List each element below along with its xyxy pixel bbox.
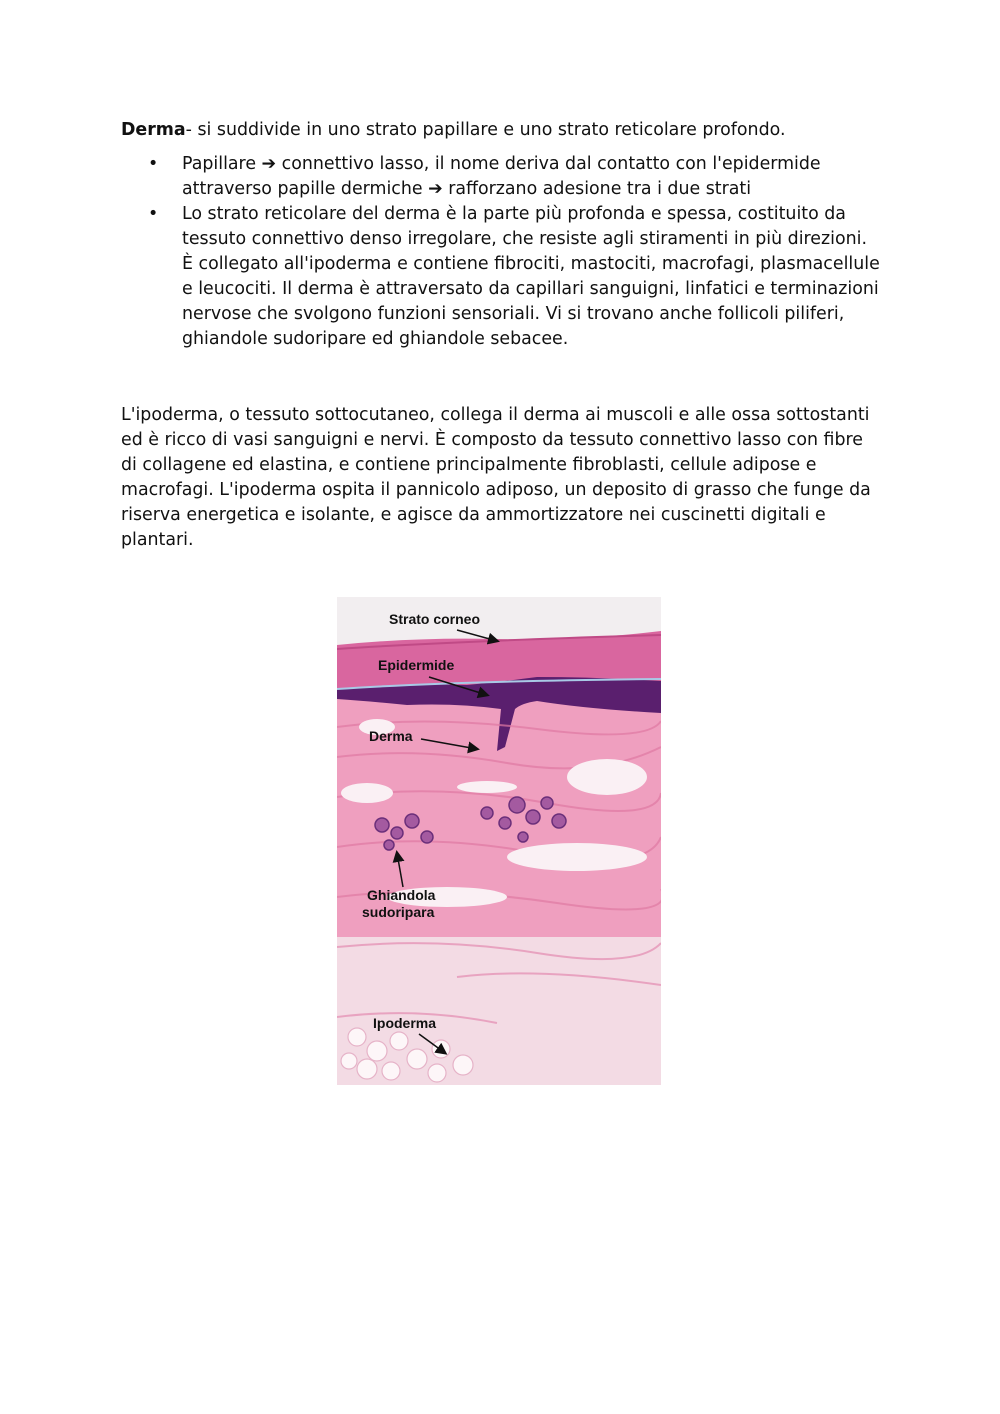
- label-strato-corneo: Strato corneo: [389, 611, 481, 627]
- bullet-list: [121, 152, 881, 352]
- intro-paragraph: [121, 118, 881, 143]
- label-ipoderma: Ipoderma: [373, 1015, 437, 1031]
- label-epidermide: Epidermide: [378, 657, 455, 673]
- label-ghiandola-2: sudoripara: [362, 904, 435, 920]
- list-item: [121, 202, 881, 352]
- bullet-text-papillare: Papillare ➔ connettivo lasso, il nome deriva dal contatto con l'epidermide attraverso papille dermiche ➔ rafforzano adesione tra i due strati: [182, 154, 821, 199]
- document-page: [121, 118, 881, 553]
- label-derma: Derma: [369, 728, 413, 744]
- intro-text: - si suddivide in uno strato papillare e uno strato reticolare profondo.: [185, 120, 786, 140]
- histology-figure: [337, 597, 661, 1085]
- skin-section-image: [337, 597, 661, 1085]
- ipoderma-paragraph: L'ipoderma, o tessuto sottocutaneo, collega il derma ai muscoli e alle ossa sottostanti ed è ricco di vasi sanguigni e nervi. È composto da tessuto connettivo lasso con fibre di collagene ed elastina, e contiene principalmente fibroblasti, cellule adipose e macrofagi. L'ipoderma ospita il pannicolo adiposo, un deposito di grasso che funge da riserva energetica e isolante, e agisce da ammortizzatore nei cuscinetti digitali e plantari.: [121, 405, 871, 550]
- label-ghiandola-1: Ghiandola: [367, 887, 436, 903]
- term-derma: Derma: [121, 120, 186, 140]
- bullet-text-reticolare: Lo strato reticolare del derma è la parte più profonda e spessa, costituito da tessuto connettivo denso irregolare, che resiste agli stiramenti in più direzioni. È collegato all'ipoderma e contiene fibrociti, mastociti, macrofagi, plasmacellule e leucociti. Il derma è attraversato da capillari sanguigni, linfatici e terminazioni nervose che svolgono funzioni sensoriali. Vi si trovano anche follicoli piliferi, ghiandole sudoripare ed ghiandole sebacee.: [182, 204, 880, 349]
- list-item: [121, 152, 881, 202]
- bullet-marker: •: [148, 154, 159, 174]
- bullet-marker: •: [148, 204, 159, 224]
